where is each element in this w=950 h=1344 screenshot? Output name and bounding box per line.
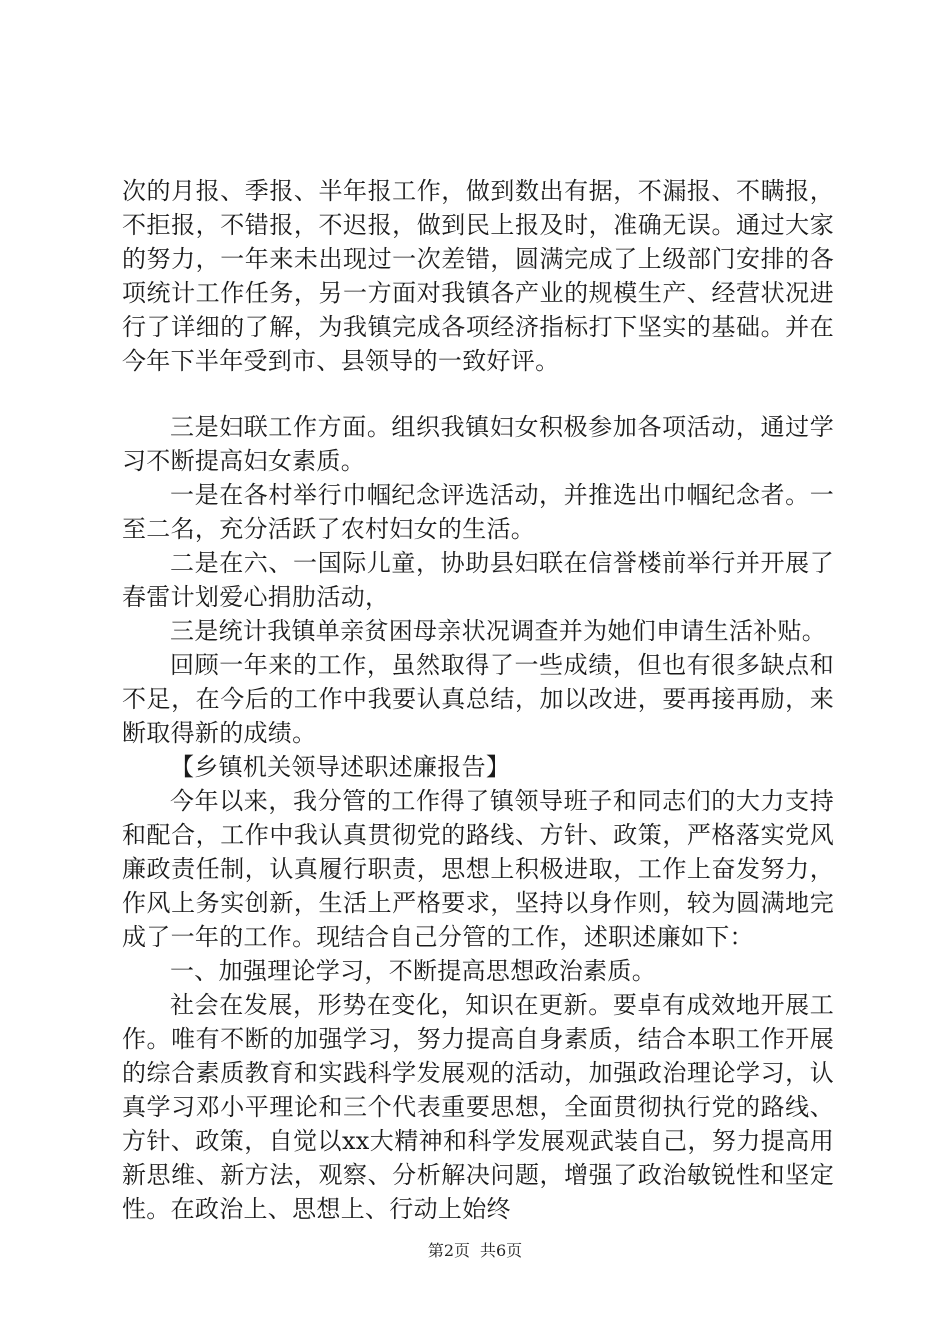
section-title: 【乡镇机关领导述职述廉报告】: [170, 753, 511, 781]
page-number: 第2页: [427, 1241, 470, 1260]
paragraph-theory-study: 社会在发展，形势在变化，知识在更新。要卓有成效地开展工作。唯有不断的加强学习，努力提高自身素质，结合本职工作开展的综合素质教育和实践科学发展观的活动，加强政治理论学习，认真学习邓小平理论和三个代表重要思想，全面贯彻执行党的路线、方针、政策，自觉以xx大精神和科学发展观武装自己，努力提高用新思维、新方法，观察、分析解决问题，增强了政治敏锐性和坚定性。在政治上、思想上、行动上始终: [122, 991, 834, 1223]
section-heading-one: 一、加强理论学习，不断提高思想政治素质。: [170, 957, 656, 985]
paragraph-item-two: 二是在六、一国际儿童，协助县妇联在信誉楼前举行并开展了春雷计划爱心捐肋活动，: [122, 549, 834, 611]
paragraph-womens-federation: 三是妇联工作方面。组织我镇妇女积极参加各项活动，通过学习不断提高妇女素质。: [122, 413, 834, 475]
page-total: 共6页: [480, 1241, 523, 1260]
paragraph-statistics-work: 次的月报、季报、半年报工作，做到数出有据，不漏报、不瞒报，不拒报，不错报，不迟报，做到民上报及时，准确无误。通过大家的努力，一年来未出现过一次差错，圆满完成了上级部门安排的各项统计工作任务，另一方面对我镇各产业的规模生产、经营状况进行了详细的了解，为我镇完成各项经济指标打下坚实的基础。并在今年下半年受到市、县领导的一致好评。: [122, 177, 834, 375]
document-body: [122, 174, 834, 1226]
page-footer: [0, 1241, 950, 1261]
paragraph-report-intro: 今年以来，我分管的工作得了镇领导班子和同志们的大力支持和配合，工作中我认真贯彻党的路线、方针、政策，严格落实党风廉政责任制，认真履行职责，思想上积极进取，工作上奋发努力，作风上务实创新，生活上严格要求，坚持以身作则，较为圆满地完成了一年的工作。现结合自己分管的工作，述职述廉如下：: [122, 787, 834, 951]
paragraph-item-three: 三是统计我镇单亲贫困母亲状况调查并为她们申请生活补贴。: [170, 617, 827, 645]
paragraph-item-one: 一是在各村举行巾帼纪念评选活动，并推选出巾帼纪念者。一至二名，充分活跃了农村妇女的生活。: [122, 481, 834, 543]
paragraph-review: 回顾一年来的工作，虽然取得了一些成绩，但也有很多缺点和不足，在今后的工作中我要认真总结，加以改进，要再接再励，来断取得新的成绩。: [122, 651, 834, 747]
